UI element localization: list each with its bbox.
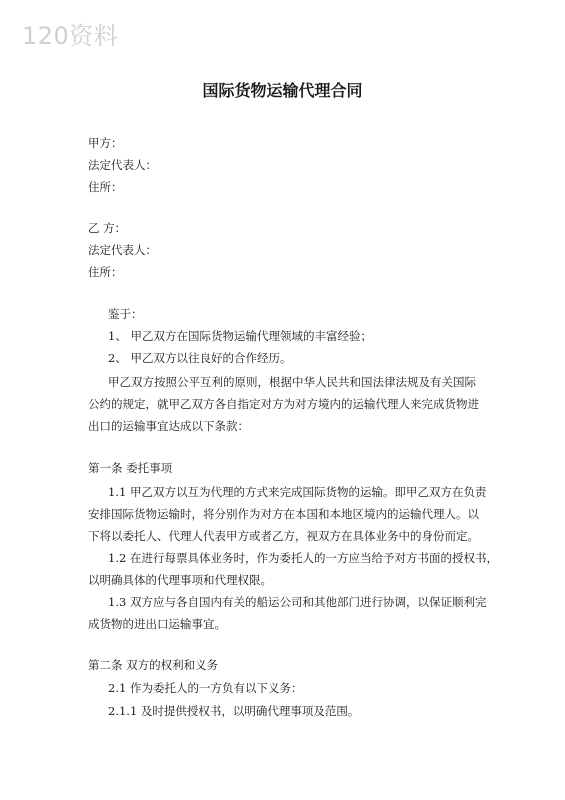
clause-1-2-line: 1.2 在进行每票具体业务时，作为委托人的一方应当给予对方书面的授权书，	[108, 551, 498, 565]
clause-2-1-1: 2.1.1 及时提供授权书，以明确代理事项及范围。	[108, 704, 360, 718]
clause-1-1-line: 1.1 甲乙双方以互为代理的方式来完成国际货物的运输。即甲乙双方在负责	[108, 485, 487, 499]
party-a-representative: 法定代表人：	[88, 158, 157, 172]
party-b-representative: 法定代表人：	[88, 243, 157, 257]
clause-1-3-line: 成货物的进出口运输事宜。	[88, 617, 226, 631]
whereas-item-1: 1、 甲乙双方在国际货物运输代理领域的丰富经验；	[108, 329, 372, 343]
clause-1-1-line: 下将以委托人、代理人代表甲方或者乙方，视双方在具体业务中的身份而定。	[88, 529, 479, 543]
clause-2-1: 2.1 作为委托人的一方负有以下义务：	[108, 681, 303, 695]
whereas-heading: 鉴于：	[108, 307, 143, 321]
article-2-heading: 第二条 双方的权利和义务	[88, 658, 219, 672]
clause-1-1-line: 安排国际货物运输时，将分别作为对方在本国和本地区境内的运输代理人。以	[88, 507, 479, 521]
clause-1-3-line: 1.3 双方应与各自国内有关的船运公司和其他部门进行协调，以保证顺利完	[108, 595, 487, 609]
whereas-item-2: 2、 甲乙双方以往良好的合作经历。	[108, 351, 292, 365]
party-a-label: 甲方：	[88, 136, 123, 150]
preamble-line: 出口的运输事宜达成以下条款：	[88, 419, 249, 433]
watermark-logo: 120资料	[22, 22, 119, 50]
preamble-line: 甲乙双方按照公平互利的原则，根据中华人民共和国法律法规及有关国际	[108, 375, 476, 389]
party-b-label: 乙 方：	[88, 221, 127, 235]
party-b-address: 住所：	[88, 265, 123, 279]
clause-1-2-line: 以明确具体的代理事项和代理权限。	[88, 573, 272, 587]
article-1-heading: 第一条 委托事项	[88, 461, 173, 475]
preamble-line: 公约的规定，就甲乙双方各自指定对方为对方境内的运输代理人来完成货物进	[88, 397, 479, 411]
document-title: 国际货物运输代理合同	[202, 81, 363, 100]
party-a-address: 住所：	[88, 180, 123, 194]
